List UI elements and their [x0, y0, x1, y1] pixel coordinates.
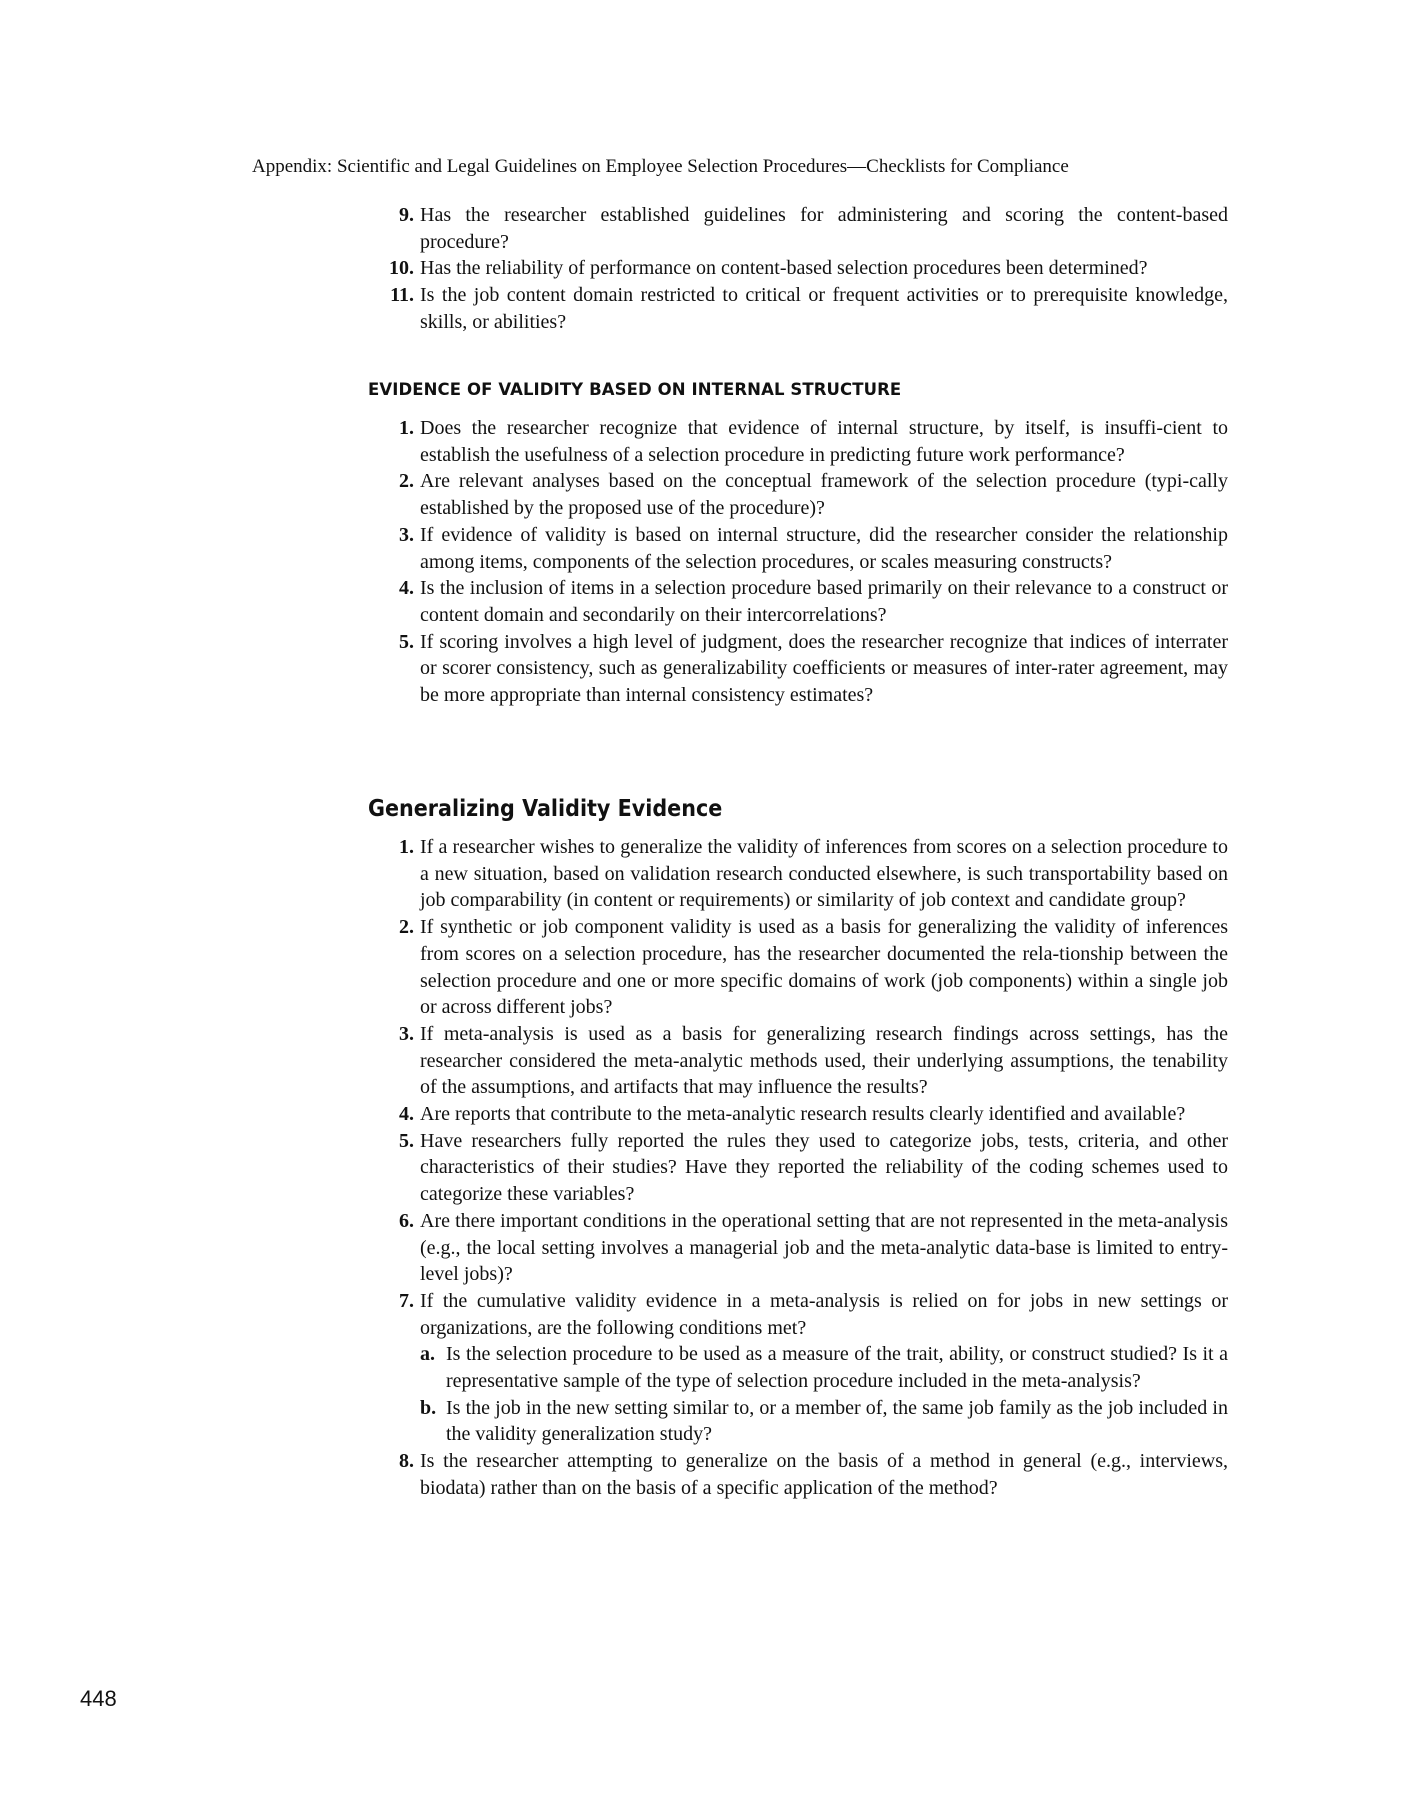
list-item — [368, 1128, 1228, 1208]
item-number: 1. — [399, 417, 414, 439]
page-number: 448 — [80, 1686, 117, 1711]
sub-item-text: Is the job in the new setting similar to, or a member of, the same job family as the job included in the validity generalization study? — [446, 1396, 1228, 1446]
item-number: 5. — [399, 630, 414, 653]
item-text: Has the reliability of performance on content-based selection procedures been determined? — [420, 257, 1148, 280]
item-number: 3. — [399, 1022, 414, 1045]
item-text: Does the researcher recognize that evidence of internal structure, by itself, is insuffi-cient to establish the usefulness of a selection procedure in predicting future work performance? — [420, 417, 1228, 466]
item-text: Is the researcher attempting to generalize on the basis of a method in general (e.g., interviews, biodata) rather than on the basis of a specific application of the method? — [420, 1450, 1228, 1499]
list-item — [368, 914, 1228, 1021]
sub-item-letter: a. — [420, 1343, 435, 1366]
sub-list-item — [368, 1341, 1228, 1394]
internal-structure-list — [368, 415, 1228, 709]
item-number: 8. — [399, 1450, 414, 1473]
sub-list-item — [368, 1395, 1228, 1448]
list-item — [368, 1448, 1228, 1501]
item-number: 1. — [399, 836, 414, 858]
item-number: 6. — [399, 1209, 414, 1232]
item-number: 10. — [389, 257, 414, 280]
generalizing-list — [368, 834, 1228, 1502]
list-item — [368, 575, 1228, 628]
item-number: 7. — [399, 1289, 414, 1312]
list-item — [368, 255, 1228, 282]
list-item — [368, 1021, 1228, 1101]
list-item — [368, 282, 1228, 335]
list-item — [368, 834, 1228, 914]
item-number: 4. — [399, 1103, 414, 1126]
item-text: Are there important conditions in the operational setting that are not represented in the meta-analysis (e.g., the local setting involves a managerial job and the meta-analytic data-base is limited to entry-level jobs)? — [420, 1209, 1228, 1286]
item-text: Have researchers fully reported the rules they used to categorize jobs, tests, criteria, and other characteristics of their studies? Have they reported the reliability of the coding schemes used to categorize these variables? — [420, 1129, 1228, 1206]
list-item — [368, 415, 1228, 468]
item-number: 4. — [399, 577, 414, 600]
item-text: Are relevant analyses based on the conceptual framework of the selection procedure (typi-cally established by the proposed use of the procedure)? — [420, 470, 1228, 520]
sub-item-letter: b. — [420, 1396, 437, 1419]
running-head: Appendix: Scientific and Legal Guidelines on Employee Selection Procedures—Checklists for Compliance — [252, 156, 1069, 177]
item-text: If meta-analysis is used as a basis for generalizing research findings across settings, has the researcher considered the meta-analytic methods used, their underlying assumptions, the tenability of the assumptions, and artifacts that may influence the results? — [420, 1022, 1228, 1099]
item-text: If a researcher wishes to generalize the validity of inferences from scores on a selection procedure to a new situation, based on validation research conducted elsewhere, is such transportability based on job comparability (in content or requirements) or similarity of job context and candidate group? — [420, 836, 1228, 912]
section-heading-generalizing: Generalizing Validity Evidence — [368, 796, 723, 822]
item-number: 5. — [399, 1129, 414, 1152]
item-number: 2. — [399, 916, 414, 939]
list-item — [368, 468, 1228, 521]
item-text: Is the inclusion of items in a selection procedure based primarily on their relevance to a construct or content domain and secondarily on their intercorrelations? — [420, 577, 1228, 626]
item-number: 9. — [399, 204, 414, 226]
item-number: 3. — [399, 523, 414, 546]
list-item — [368, 1101, 1228, 1128]
list-item — [368, 629, 1228, 709]
item-text: Is the job content domain restricted to critical or frequent activities or to prerequisite knowledge, skills, or abilities? — [420, 284, 1228, 333]
item-text: If synthetic or job component validity is used as a basis for generalizing the validity of inferences from scores on a selection procedure, has the researcher documented the rela-tionship between the selection procedure and one or more specific domains of work (job components) within a single job or across different jobs? — [420, 916, 1228, 1019]
list-item — [368, 1288, 1228, 1341]
item-text: Are reports that contribute to the meta-analytic research results clearly identified and available? — [420, 1103, 1186, 1126]
list-item — [368, 522, 1228, 575]
list-item — [368, 202, 1228, 255]
sub-item-text: Is the selection procedure to be used as a measure of the trait, ability, or construct studied? Is it a representative sample of the type of selection procedure included in the meta-analysis? — [446, 1343, 1228, 1393]
item-text: If the cumulative validity evidence in a meta-analysis is relied on for jobs in new settings or organizations, are the following conditions met? — [420, 1289, 1228, 1339]
item-text: If evidence of validity is based on internal structure, did the researcher consider the relationship among items, components of the selection procedures, or scales measuring constructs? — [420, 523, 1228, 573]
item-text: Has the researcher established guidelines for administering and scoring the content-based procedure? — [420, 204, 1228, 253]
item-number: 2. — [399, 470, 414, 493]
item-number: 11. — [390, 284, 414, 307]
section-heading-internal-structure: EVIDENCE OF VALIDITY BASED ON INTERNAL STRUCTURE — [368, 380, 902, 399]
list-item — [368, 1208, 1228, 1288]
item-text: If scoring involves a high level of judgment, does the researcher recognize that indices of interrater or scorer consistency, such as generalizability coefficients or measures of inter-rater agreement, may be more appropriate than internal consistency estimates? — [420, 630, 1228, 707]
continued-list — [368, 202, 1228, 336]
